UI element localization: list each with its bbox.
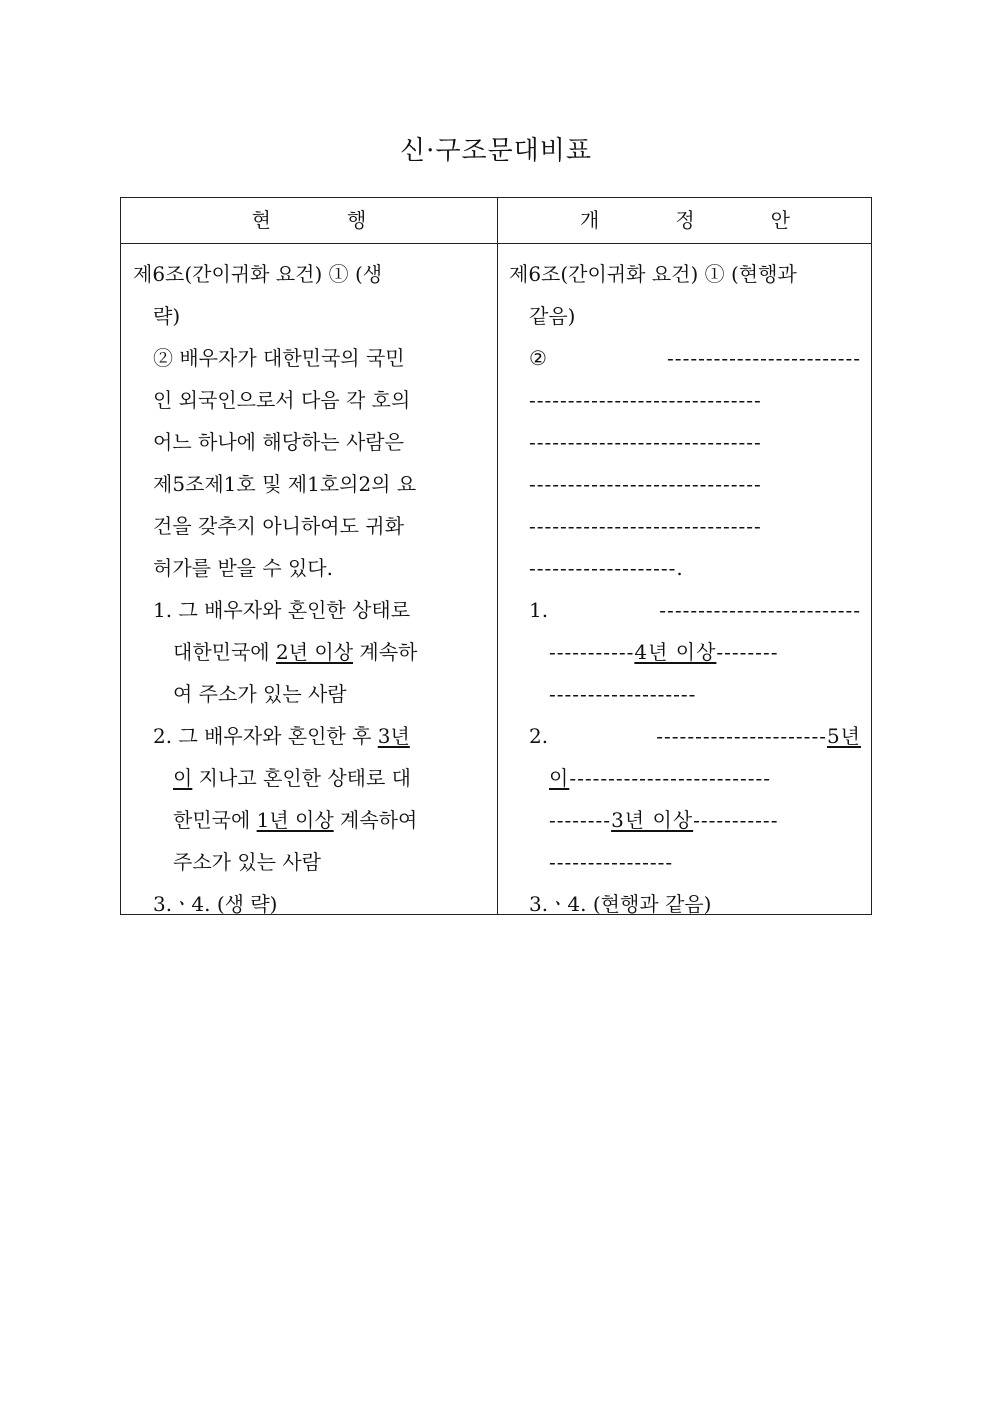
amended-term: 이 [173,766,193,790]
current-item-2: 이 지나고 혼인한 상태로 대 [173,766,411,790]
proposed-item-1: -----------4년 이상-------- [549,640,779,664]
proposed-line: ② ------------------------- [529,346,861,370]
comparison-table [120,197,872,915]
proposed-item-2: 2. ----------------------5년 [529,724,861,748]
proposed-line: 같음) [529,304,576,328]
proposed-line: -------------------. [529,556,684,580]
proposed-item-2: 이-------------------------- [549,766,772,790]
current-item-1: 여 주소가 있는 사람 [173,682,347,706]
current-line: 허가를 받을 수 있다. [153,556,333,580]
amended-term: 5년 [826,724,861,748]
column-divider [497,198,498,914]
proposed-item-2: ---------------- [549,850,674,874]
proposed-column [509,253,861,925]
current-line: ② 배우자가 대한민국의 국민 [153,346,405,370]
amended-term: 이 [549,766,570,790]
amended-term: 3년 이상 [611,808,694,832]
current-item-2: 2. 그 배우자와 혼인한 후 3년 [153,724,410,748]
header-divider [121,243,871,244]
document-title: 신·구조문대비표 [399,136,593,166]
current-item-2: 주소가 있는 사람 [173,850,321,874]
current-item-3-4: 3.ㆍ4. (생 략) [153,892,278,916]
header-proposed: 개 정 안 [580,208,790,232]
amended-term: 1년 이상 [256,808,334,832]
current-item-1: 1. 그 배우자와 혼인한 상태로 [153,598,411,622]
proposed-item-3-4: 3.ㆍ4. (현행과 같음) [529,892,712,916]
amended-term: 4년 이상 [634,640,717,664]
current-line: 어느 하나에 해당하는 사람은 [153,430,404,454]
header-current: 현 행 [251,208,367,232]
amended-term: 3년 [377,724,410,748]
proposed-item-1: ------------------- [549,682,697,706]
current-line: 건을 갖추지 아니하여도 귀화 [153,514,404,538]
current-line: 인 외국인으로서 다음 각 호의 [153,388,411,412]
current-line: 제6조(간이귀화 요건) ① (생 [133,262,383,286]
current-item-1: 대한민국에 2년 이상 계속하 [173,640,418,664]
proposed-line: ------------------------------ [529,472,762,496]
current-item-2: 한민국에 1년 이상 계속하여 [173,808,418,832]
current-line: 략) [153,304,181,328]
proposed-line: ------------------------------ [529,514,762,538]
current-column [133,253,485,925]
proposed-line: 제6조(간이귀화 요건) ① (현행과 [509,262,797,286]
proposed-item-2: --------3년 이상----------- [549,808,779,832]
current-line: 제5조제1호 및 제1호의2의 요 [153,472,417,496]
amended-term: 2년 이상 [275,640,354,664]
proposed-item-1: 1. -------------------------- [529,598,861,622]
proposed-line: ------------------------------ [529,388,762,412]
proposed-line: ------------------------------ [529,430,762,454]
